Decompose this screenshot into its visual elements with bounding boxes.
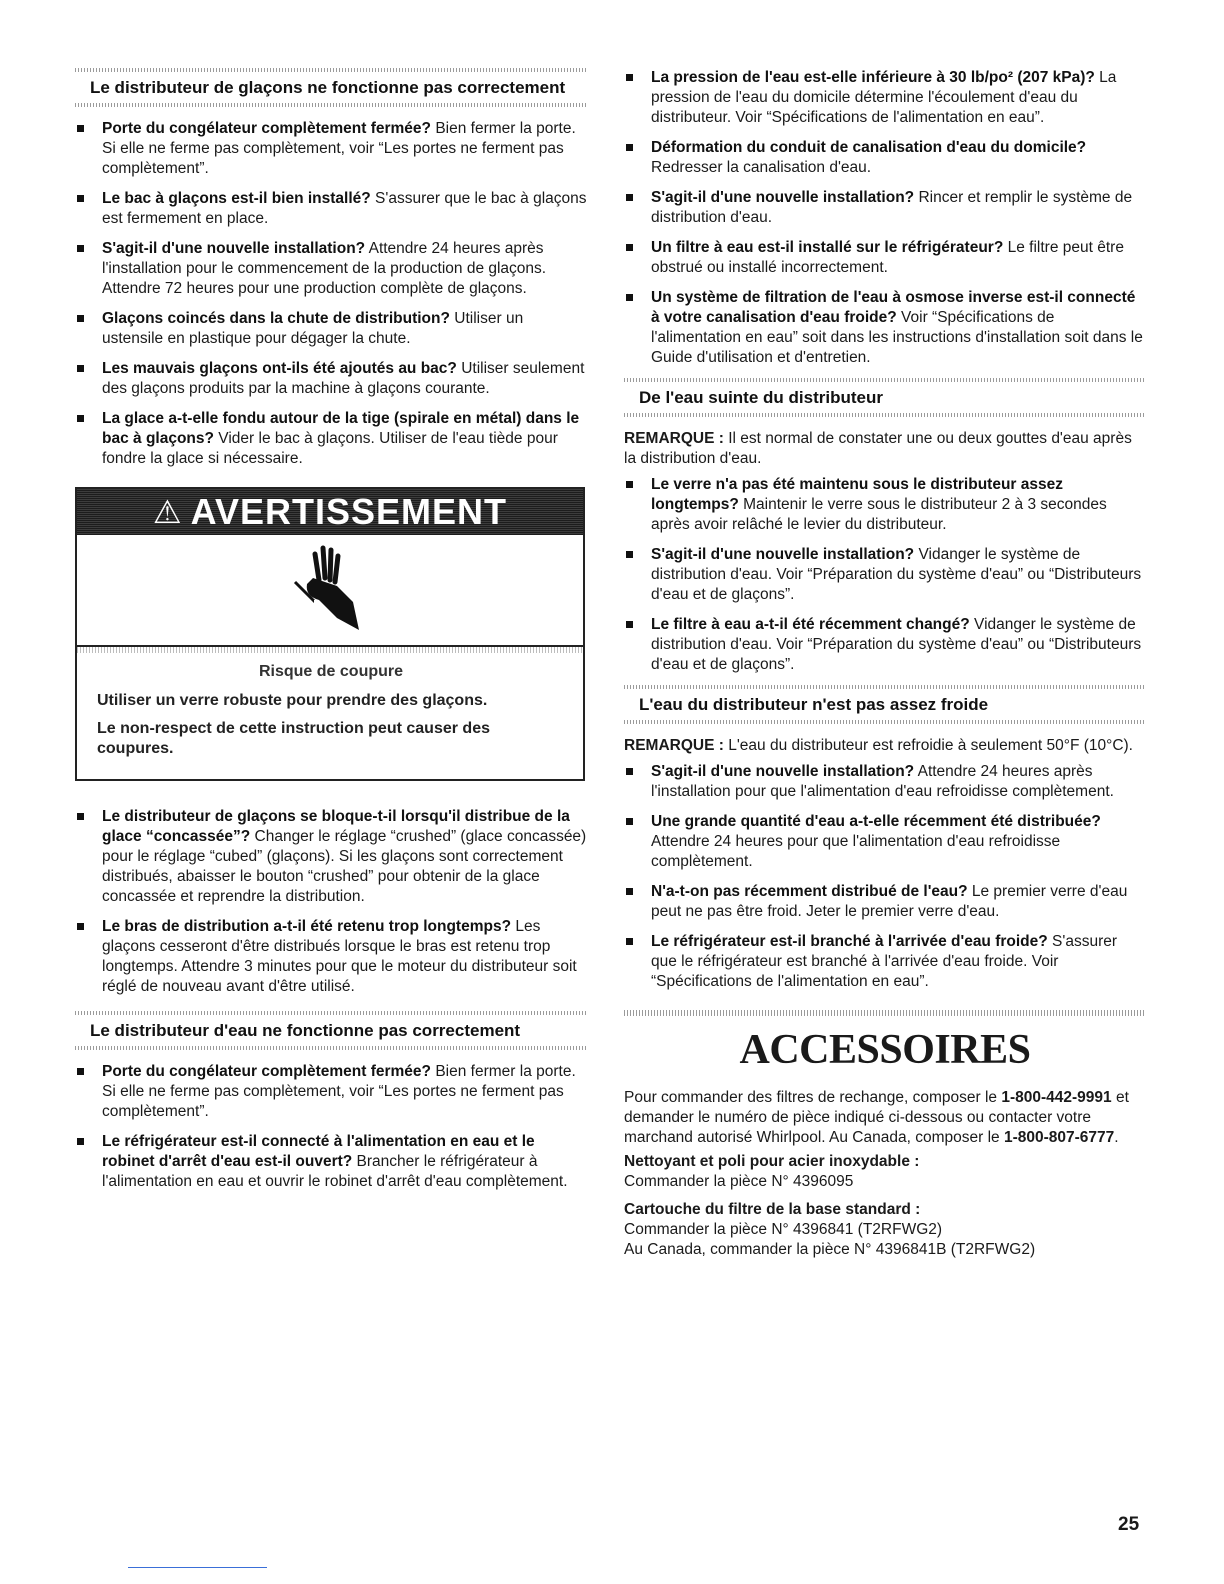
bullet-icon bbox=[626, 888, 633, 895]
list-item: S'agit-il d'une nouvelle installation? Vidanger le système de distribution d'eau. Voir “Préparation du système d'eau” ou “Distributeurs d'eau et de glaçons”. bbox=[624, 545, 1146, 605]
bullet-icon bbox=[626, 551, 633, 558]
water-not-cold-list bbox=[624, 762, 1146, 992]
list-item: Déformation du conduit de canalisation d'eau du domicile? Redresser la canalisation d'eau. bbox=[624, 138, 1146, 178]
bullet-icon bbox=[77, 813, 84, 820]
list-item: S'agit-il d'une nouvelle installation? Attendre 24 heures après l'installation pour que l'alimentation d'eau refroidisse complètement. bbox=[624, 762, 1146, 802]
list-item: S'agit-il d'une nouvelle installation? Attendre 24 heures après l'installation pour le commencement de la production de glaçons. Attendre 72 heures pour une production complète de glaçons. bbox=[75, 239, 587, 299]
water-leak-list bbox=[624, 475, 1146, 675]
left-column bbox=[75, 68, 587, 1202]
bullet-icon bbox=[626, 294, 633, 301]
list-item: La glace a-t-elle fondu autour de la tige (spirale en métal) dans le bac à glaçons? Vider le bac à glaçons. Utiliser de l'eau tiède pour fondre la glace si nécessaire. bbox=[75, 409, 587, 469]
right-column bbox=[624, 68, 1146, 1260]
ice-dispenser-list bbox=[75, 119, 587, 469]
list-item: Le bac à glaçons est-il bien installé? S'assurer que le bac à glaçons est fermement en place. bbox=[75, 189, 587, 229]
ice-dispenser-list-continued bbox=[75, 807, 587, 997]
bullet-icon bbox=[626, 938, 633, 945]
list-item: Les mauvais glaçons ont-ils été ajoutés au bac? Utiliser seulement des glaçons produits par la machine à glaçons courante. bbox=[75, 359, 587, 399]
warning-triangle-icon: ⚠ bbox=[152, 494, 183, 530]
bullet-icon bbox=[77, 1138, 84, 1145]
water-dispenser-list-continued bbox=[624, 68, 1146, 368]
bullet-icon bbox=[626, 481, 633, 488]
bullet-icon bbox=[77, 365, 84, 372]
bullet-icon bbox=[77, 1068, 84, 1075]
bullet-icon bbox=[626, 144, 633, 151]
bullet-icon bbox=[626, 74, 633, 81]
bullet-icon bbox=[626, 818, 633, 825]
list-item: Porte du congélateur complètement fermée? Bien fermer la porte. Si elle ne ferme pas complètement, voir “Les portes ne ferment pas complètement”. bbox=[75, 1062, 587, 1122]
list-item: Glaçons coincés dans la chute de distribution? Utiliser un ustensile en plastique pour dégager la chute. bbox=[75, 309, 587, 349]
list-item: Le distributeur de glaçons se bloque-t-il lorsqu'il distribue de la glace “concassée”? Changer le réglage “crushed” (glace concassée) pour le réglage “cubed” (glaçons). Si les glaçons sont correctement distribués, abaisser le bouton “crushed” pour obtenir de la glace concassée et reprendre la distribution. bbox=[75, 807, 587, 907]
list-item: S'agit-il d'une nouvelle installation? Rincer et remplir le système de distribution d'eau. bbox=[624, 188, 1146, 228]
accessory-part: Commander la pièce N° 4396841 (T2RFWG2) bbox=[624, 1221, 943, 1238]
list-item: La pression de l'eau est-elle inférieure à 30 lb/po² (207 kPa)? La pression de l'eau du domicile détermine l'écoulement d'eau du distributeur. Voir “Spécifications de l'alimentation en eau”. bbox=[624, 68, 1146, 128]
bullet-icon bbox=[77, 315, 84, 322]
bullet-icon bbox=[77, 923, 84, 930]
bullet-icon bbox=[626, 244, 633, 251]
warning-instruction: Utiliser un verre robuste pour prendre des glaçons. bbox=[97, 692, 488, 709]
list-item: Le réfrigérateur est-il connecté à l'alimentation en eau et le robinet d'arrêt d'eau est-il ouvert? Brancher le réfrigérateur à l'alimentation en eau et ouvrir le robinet d'arrêt d'eau complètement. bbox=[75, 1132, 587, 1192]
section-header-water-dispenser bbox=[75, 1011, 587, 1050]
bullet-icon bbox=[77, 245, 84, 252]
section-title: Le distributeur de glaçons ne fonctionne pas correctement bbox=[90, 78, 566, 97]
section-header-water-not-cold bbox=[624, 685, 1146, 724]
list-item: Un filtre à eau est-il installé sur le réfrigérateur? Le filtre peut être obstrué ou installé incorrectement. bbox=[624, 238, 1146, 278]
bullet-icon bbox=[77, 125, 84, 132]
section-title: De l'eau suinte du distributeur bbox=[639, 388, 883, 407]
divider bbox=[624, 1010, 1146, 1016]
list-item: Un système de filtration de l'eau à osmose inverse est-il connecté à votre canalisation d'eau froide? Voir “Spécifications de l'alimentation en eau” soit dans les instructions d'installation soit dans le Guide d'utilisation et d'entretien. bbox=[624, 288, 1146, 368]
list-item: Le bras de distribution a-t-il été retenu trop longtemps? Les glaçons cesseront d'être distribués lorsque le bras est retenu trop longtemps. Attendre 3 minutes pour que le moteur du distributeur soit réglé de nouveau avant d'être utilisé. bbox=[75, 917, 587, 997]
list-item: N'a-t-on pas récemment distribué de l'eau? Le premier verre d'eau peut ne pas être froid. Jeter le premier verre d'eau. bbox=[624, 882, 1146, 922]
bullet-icon bbox=[626, 621, 633, 628]
list-item: Le réfrigérateur est-il branché à l'arrivée d'eau froide? S'assurer que le réfrigérateur est branché à l'arrivée d'eau froide. Voir “Spécifications de l'alimentation en eau”. bbox=[624, 932, 1146, 992]
accessory-title: Nettoyant et poli pour acier inoxydable : bbox=[624, 1153, 920, 1170]
warning-consequence: Le non-respect de cette instruction peut causer des coupures. bbox=[97, 720, 490, 757]
list-item: Une grande quantité d'eau a-t-elle récemment été distribuée? Attendre 24 heures pour que l'alimentation d'eau refroidisse complètement. bbox=[624, 812, 1146, 872]
water-dispenser-list bbox=[75, 1062, 587, 1192]
list-item: Le filtre à eau a-t-il été récemment changé? Vidanger le système de distribution d'eau. Voir “Préparation du système d'eau” ou “Distributeurs d'eau et de glaçons”. bbox=[624, 615, 1146, 675]
list-item: Le verre n'a pas été maintenu sous le distributeur assez longtemps? Maintenir le verre sous le distributeur 2 à 3 secondes après avoir relâché le levier du distributeur. bbox=[624, 475, 1146, 535]
warning-box bbox=[75, 487, 585, 781]
hand-cut-icon bbox=[77, 535, 583, 645]
phone-us: 1-800-442-9991 bbox=[1001, 1089, 1112, 1106]
warning-text bbox=[77, 645, 583, 779]
list-item: Porte du congélateur complètement fermée? Bien fermer la porte. Si elle ne ferme pas complètement, voir “Les portes ne ferment pas complètement”. bbox=[75, 119, 587, 179]
accessory-title: Cartouche du filtre de la base standard : bbox=[624, 1201, 921, 1218]
warning-risk: Risque de coupure bbox=[258, 663, 404, 680]
page-number: 25 bbox=[1118, 1514, 1140, 1535]
warning-banner: ⚠ AVERTISSEMENT bbox=[77, 489, 583, 535]
accessory-part: Commander la pièce N° 4396095 bbox=[624, 1173, 854, 1190]
phone-ca: 1-800-807-6777 bbox=[1003, 1129, 1115, 1146]
accessories-intro: Pour commander des filtres de rechange, composer le 1-800-442-9991 et demander le numéro de pièce indiqué ci-dessous ou contacter votre marchand autorisé Whirlpool. Au Canada, composer le 1-800-807-6777. bbox=[624, 1089, 1129, 1146]
section-title: Le distributeur d'eau ne fonctionne pas correctement bbox=[90, 1021, 521, 1040]
section-title: L'eau du distributeur n'est pas assez froide bbox=[639, 695, 989, 714]
section-header-water-leak bbox=[624, 378, 1146, 417]
bullet-icon bbox=[77, 415, 84, 422]
section-header-ice-dispenser bbox=[75, 68, 587, 107]
accessories-title: ACCESSOIRES bbox=[739, 1027, 1031, 1073]
footer-rule bbox=[128, 1567, 267, 1568]
accessory-part-canada: Au Canada, commander la pièce N° 4396841B (T2RFWG2) bbox=[624, 1241, 1036, 1258]
bullet-icon bbox=[77, 195, 84, 202]
note: REMARQUE : L'eau du distributeur est refroidie à seulement 50°F (10°C). bbox=[624, 737, 1133, 754]
note: REMARQUE : Il est normal de constater une ou deux gouttes d'eau après la distribution d'eau. bbox=[624, 430, 1132, 467]
bullet-icon bbox=[626, 768, 633, 775]
bullet-icon bbox=[626, 194, 633, 201]
